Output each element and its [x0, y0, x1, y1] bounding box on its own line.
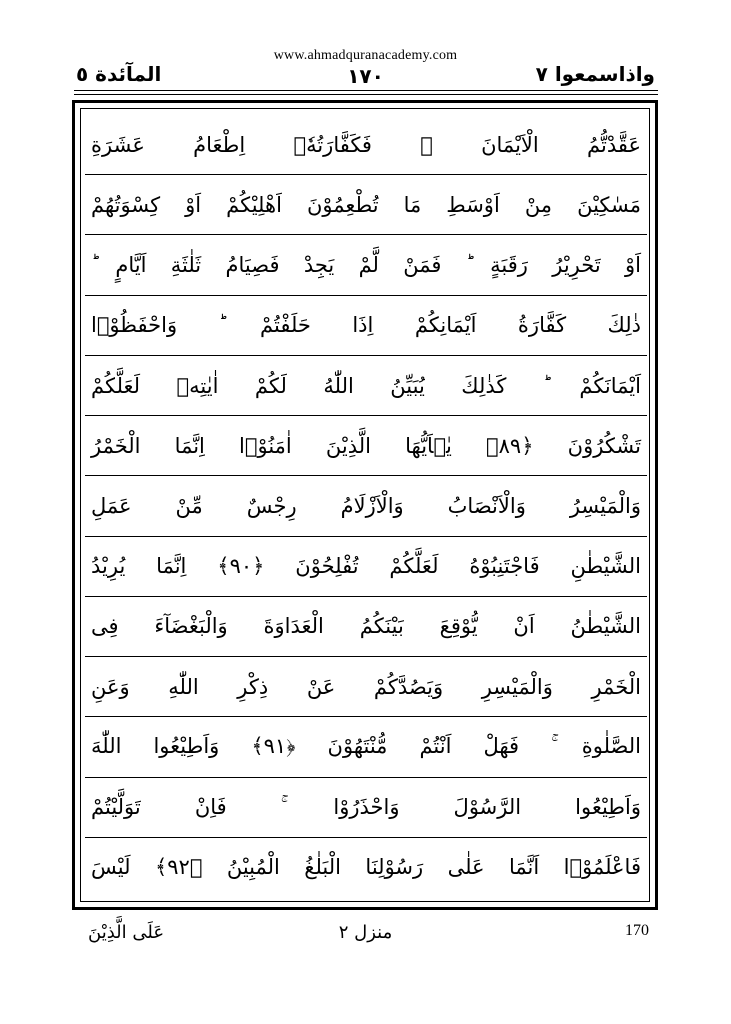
- surah-title: المآئدة ٥: [76, 62, 162, 86]
- catchword: عَلَى الَّذِيْنَ: [88, 922, 165, 943]
- text-line: [85, 235, 647, 295]
- text-line: [85, 356, 647, 416]
- verse-text: اَوْ تَحْرِيْرُ رَقَبَةٍ ؕ فَمَنْ لَّمْ يَجِدْ فَصِيَامُ ثَلٰثَةِ اَيَّامٍ ؕ: [91, 253, 641, 278]
- verse-text: ذٰلِكَ كَفَّارَةُ اَيْمَانِكُمْ اِذَا حَلَفْتُمْ ؕ وَاحْفَظُوْۤا: [91, 313, 641, 338]
- juz-title: واذاسمعوا ٧: [535, 62, 655, 86]
- verse-text: فَاعْلَمُوْۤا اَنَّمَا عَلٰى رَسُوْلِنَا الْبَلٰغُ الْمُبِيْنُ ﴿٩٢﴾ لَيْسَ: [91, 855, 641, 880]
- text-line: [85, 416, 647, 476]
- text-line: [85, 115, 647, 175]
- verse-text: الْخَمْرِ وَالْمَيْسِرِ وَيَصُدَّكُمْ عَنْ ذِكْرِ اللّٰهِ وَعَنِ: [91, 674, 641, 699]
- text-line: [85, 175, 647, 235]
- quran-text-block: [85, 115, 647, 897]
- header-rule-top: [74, 90, 658, 91]
- verse-text: الشَّيْطٰنِ فَاجْتَنِبُوْهُ لَعَلَّكُمْ تُفْلِحُوْنَ ﴿٩٠﴾ اِنَّمَا يُرِيْدُ: [91, 554, 641, 579]
- text-line: [85, 537, 647, 597]
- text-line: [85, 657, 647, 717]
- text-line: [85, 838, 647, 897]
- verse-text: الشَّيْطٰنُ اَنْ يُّوْقِعَ بَيْنَكُمُ الْعَدَاوَةَ وَالْبَغْضَآءَ فِى: [91, 614, 641, 639]
- verse-text: وَالْمَيْسِرُ وَالْاَنْصَابُ وَالْاَزْلَامُ رِجْسٌ مِّنْ عَمَلِ: [91, 494, 641, 519]
- text-line: [85, 476, 647, 536]
- header-rule-bottom: [74, 94, 658, 95]
- page-number-arabic: ١٧٠: [347, 64, 384, 88]
- page-number: 170: [625, 922, 649, 939]
- verse-text: وَاَطِيْعُوا الرَّسُوْلَ وَاحْذَرُوْا ۚ فَاِنْ تَوَلَّيْتُمْ: [91, 794, 641, 819]
- text-line: [85, 296, 647, 356]
- verse-text: تَشْكُرُوْنَ ﴿٨٩﴾ يٰۤاَيُّهَا الَّذِيْنَ اٰمَنُوْۤا اِنَّمَا الْخَمْرُ: [91, 433, 641, 458]
- manzil-label: منزل ٢: [338, 922, 393, 943]
- verse-text: اَيْمَانَكُمْ ؕ كَذٰلِكَ يُبَيِّنُ اللّٰهُ لَكُمْ اٰيٰتِهٖ لَعَلَّكُمْ: [91, 373, 641, 398]
- verse-text: مَسٰكِيْنَ مِنْ اَوْسَطِ مَا تُطْعِمُوْنَ اَهْلِيْكُمْ اَوْ كِسْوَتُهُمْ: [91, 192, 641, 217]
- verse-text: عَقَّدْتُّمُ الْاَيْمَانَ ۚ فَكَفَّارَتُهٗۤ اِطْعَامُ عَشَرَةِ: [91, 132, 641, 157]
- verse-text: الصَّلٰوةِ ۚ فَهَلْ اَنْتُمْ مُّنْتَهُوْنَ ﴿٩١﴾ وَاَطِيْعُوا اللّٰهَ: [91, 734, 641, 759]
- text-line: [85, 597, 647, 657]
- text-line: [85, 717, 647, 777]
- website-url: www.ahmadquranacademy.com: [273, 48, 458, 63]
- text-line: [85, 778, 647, 838]
